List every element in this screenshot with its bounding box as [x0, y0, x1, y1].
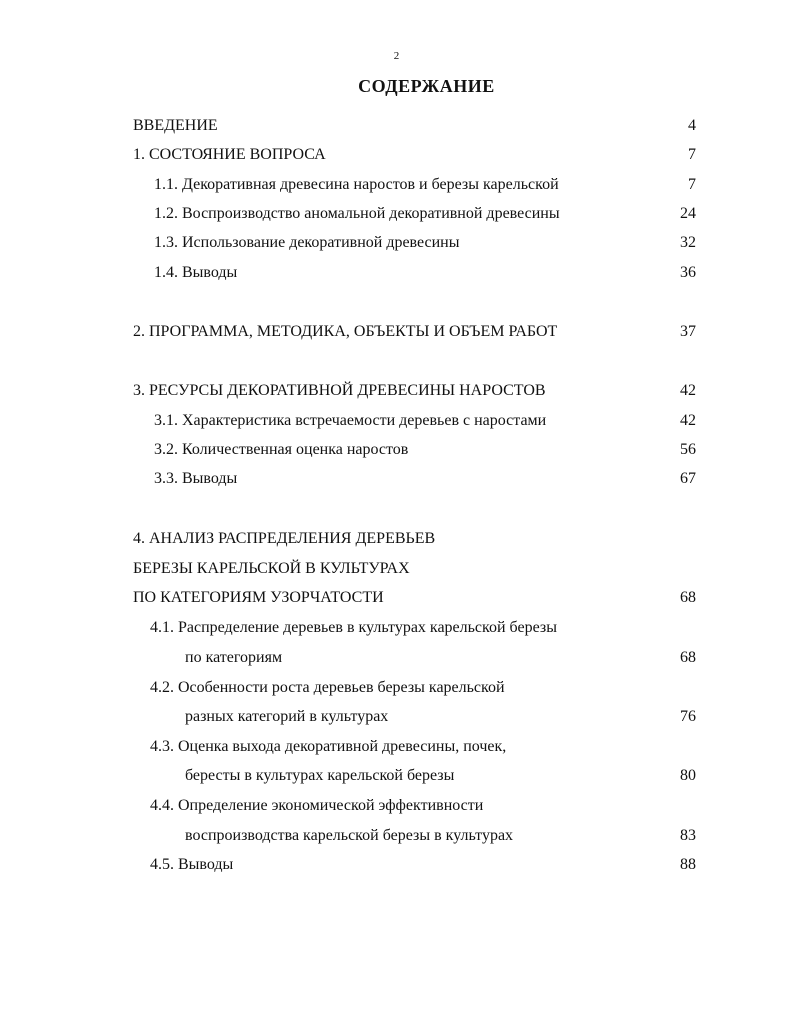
- toc-entry: [0, 616, 793, 640]
- toc-entry-text: 1.3. Использование декоративной древесины: [154, 234, 460, 251]
- toc-entry-text: по категориям: [185, 649, 283, 666]
- toc-entry-text: 4.4. Определение экономической эффективности: [150, 797, 484, 814]
- toc-entry-text: 3.1. Характеристика встречаемости деревьев с наростами: [154, 412, 547, 429]
- toc-entry-page: 88: [680, 856, 696, 873]
- toc-entry: [0, 261, 793, 285]
- toc-entry-text: разных категорий в культурах: [185, 708, 389, 725]
- toc-entry: [0, 438, 793, 462]
- toc-entry: [0, 705, 793, 729]
- toc-entry: [0, 676, 793, 700]
- toc-entry-text: 3.3. Выводы: [154, 470, 238, 487]
- toc-entry-text: 3.2. Количественная оценка наростов: [154, 441, 409, 458]
- toc-entry-page: 37: [680, 323, 696, 340]
- toc-entry-text: 4.5. Выводы: [150, 856, 234, 873]
- toc-entry-page: 42: [680, 382, 696, 399]
- toc-entry-page: 32: [680, 234, 696, 251]
- toc-entry-page: 80: [680, 767, 696, 784]
- toc-entry-text: 4. АНАЛИЗ РАСПРЕДЕЛЕНИЯ ДЕРЕВЬЕВ: [133, 530, 436, 547]
- toc-entry-page: 24: [680, 205, 696, 222]
- toc-entry-page: 56: [680, 441, 696, 458]
- toc-entry-text: ПО КАТЕГОРИЯМ УЗОРЧАТОСТИ: [133, 589, 384, 606]
- toc-entry-page: 36: [680, 264, 696, 281]
- toc-entry: [0, 557, 793, 581]
- toc-entry-text: бересты в культурах карельской березы: [185, 767, 455, 784]
- toc-entry-page: 7: [688, 176, 696, 193]
- toc-entry-page: 68: [680, 589, 696, 606]
- toc-entry-page: 68: [680, 649, 696, 666]
- toc-entry-page: 67: [680, 470, 696, 487]
- toc-entry-text: 3. РЕСУРСЫ ДЕКОРАТИВНОЙ ДРЕВЕСИНЫ НАРОСТОВ: [133, 382, 546, 399]
- toc-entry-text: 4.1. Распределение деревьев в культурах карельской березы: [150, 619, 557, 636]
- toc-entry-page: 4: [688, 117, 696, 134]
- toc-entry-page: 42: [680, 412, 696, 429]
- toc-entry-page: 76: [680, 708, 696, 725]
- page-title: СОДЕРЖАНИЕ: [358, 76, 495, 96]
- toc-entry-text: 1.4. Выводы: [154, 264, 238, 281]
- toc-entry-text: 4.3. Оценка выхода декоративной древесины, почек,: [150, 738, 507, 755]
- toc-entry-text: 2. ПРОГРАММА, МЕТОДИКА, ОБЪЕКТЫ И ОБЪЕМ РАБОТ: [133, 323, 558, 340]
- toc-entry: [0, 143, 793, 167]
- toc-entry: [0, 824, 793, 848]
- toc-entry-text: БЕРЕЗЫ КАРЕЛЬСКОЙ В КУЛЬТУРАХ: [133, 560, 410, 577]
- toc-entry: [0, 646, 793, 670]
- toc-entry-text: 4.2. Особенности роста деревьев березы карельской: [150, 679, 505, 696]
- toc-entry: [0, 173, 793, 197]
- page-number: 2: [393, 50, 400, 62]
- toc-entry: [0, 114, 793, 138]
- toc-entry: [0, 764, 793, 788]
- toc-entry: [0, 853, 793, 877]
- toc-entry-text: 1.1. Декоративная древесина наростов и березы карельской: [154, 176, 559, 193]
- toc-entry-text: ВВЕДЕНИЕ: [133, 117, 218, 134]
- toc-entry-text: 1. СОСТОЯНИЕ ВОПРОСА: [133, 146, 326, 163]
- toc-entry: [0, 794, 793, 818]
- toc-entry: [0, 409, 793, 433]
- toc-entry-text: воспроизводства карельской березы в культурах: [185, 827, 514, 844]
- toc-entry-page: 83: [680, 827, 696, 844]
- toc-entry: [0, 320, 793, 344]
- toc-entry: [0, 467, 793, 491]
- toc-entry-text: 1.2. Воспроизводство аномальной декоративной древесины: [154, 205, 560, 222]
- toc-entry: [0, 379, 793, 403]
- toc-entry: [0, 527, 793, 551]
- toc-entry: [0, 586, 793, 610]
- toc-entry-page: 7: [688, 146, 696, 163]
- toc-entry: [0, 735, 793, 759]
- toc-entry: [0, 202, 793, 226]
- toc-entry: [0, 231, 793, 255]
